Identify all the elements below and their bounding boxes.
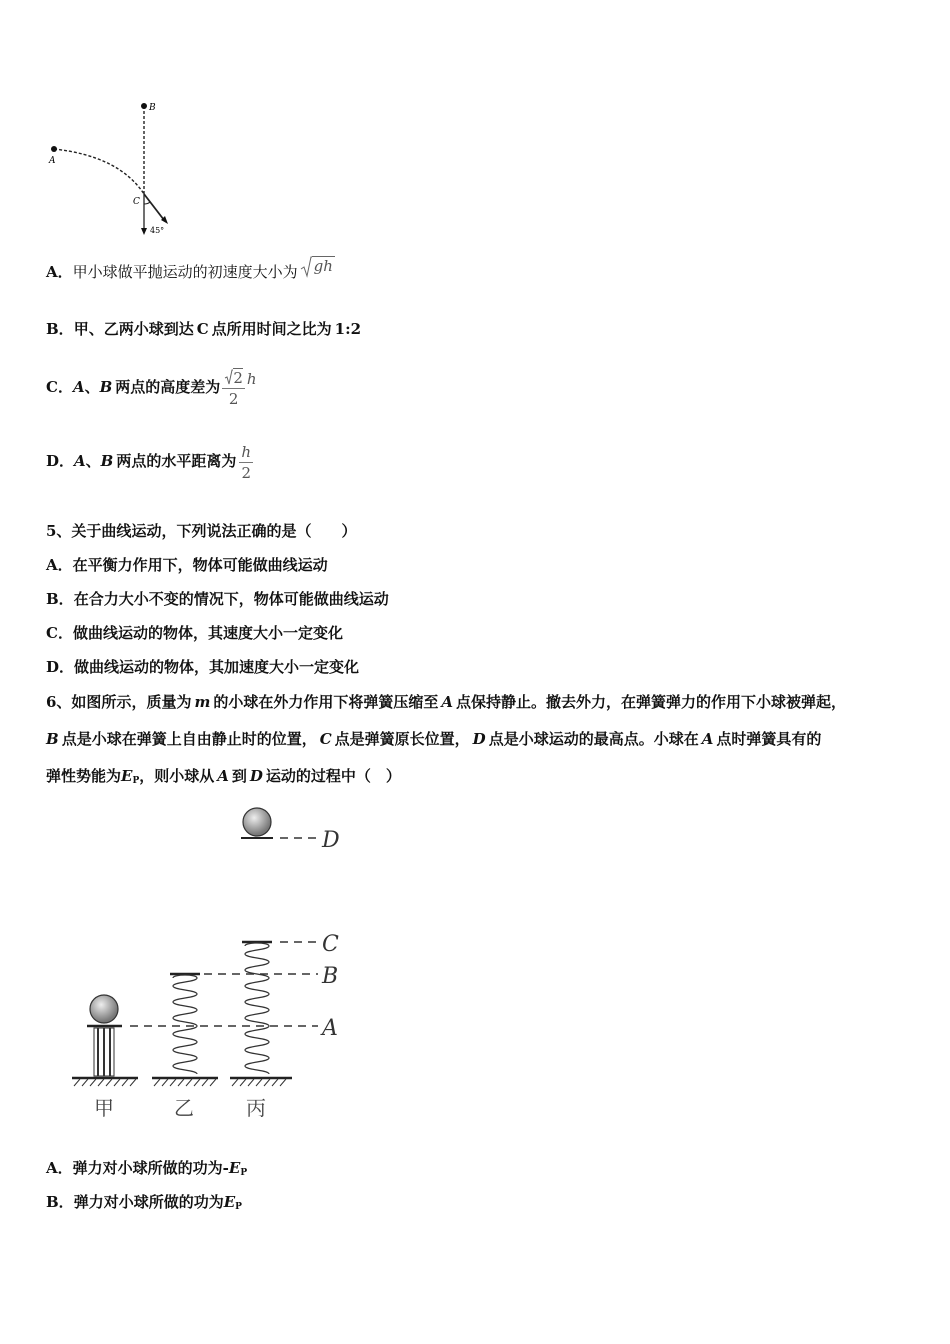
hatch-jia	[74, 1079, 136, 1086]
point-b	[141, 103, 147, 109]
hatch-yi	[154, 1079, 216, 1086]
option-letter: A．	[46, 1159, 73, 1177]
q5-option-a	[46, 555, 328, 575]
label-c: C	[133, 197, 140, 207]
label-b: B	[149, 103, 156, 113]
q6-option-b	[46, 1192, 242, 1217]
hatch-bing	[232, 1079, 286, 1086]
option-letter: A．	[46, 263, 73, 281]
q5-stem: 5、关于曲线运动，下列说法正确的是（ ）	[46, 522, 357, 540]
option-text-2: 点所用时间之比为	[211, 320, 332, 338]
q4-option-b	[46, 319, 361, 339]
option-letter: B．	[46, 1193, 74, 1211]
caption-bing: 丙	[246, 1096, 266, 1120]
point-b: B	[99, 378, 113, 396]
point-b: B	[100, 452, 114, 470]
sqrt-content: gh	[313, 257, 333, 275]
point-a: A	[217, 767, 229, 785]
option-text: 甲小球做平抛运动的初速度大小为	[72, 263, 298, 281]
point-c: C	[196, 320, 209, 338]
point-b: B	[46, 730, 59, 748]
fraction-denominator: 2	[228, 389, 239, 408]
q5-option-d	[46, 657, 359, 677]
ball-jia	[90, 995, 118, 1023]
velocity-arrow-45	[144, 194, 164, 220]
point-a: A	[701, 730, 714, 748]
point-d: D	[249, 767, 263, 785]
stem-text: ，则小球从	[139, 767, 215, 785]
fraction-h-over-2	[239, 442, 253, 483]
point-d: D	[472, 730, 486, 748]
stem-text: 点是弹簧原长位置，	[334, 730, 470, 748]
point-a: A	[72, 378, 85, 396]
angle-label: 45°	[150, 226, 165, 235]
angle-arc	[144, 202, 150, 204]
var-m: m	[194, 693, 211, 711]
spring-bing	[230, 942, 292, 1086]
fraction-numerator	[222, 368, 245, 389]
coil-bing	[245, 943, 269, 1074]
stem-text: 点保持静止。撤去外力，在弹簧弹力的作用下小球被弹起，	[455, 693, 846, 711]
label-a: A	[322, 1016, 338, 1041]
energy-e: E	[228, 1159, 241, 1177]
label-b: B	[322, 964, 339, 989]
option-letter: D．	[46, 452, 75, 470]
stem-text: 的小球在外力作用下将弹簧压缩至	[213, 693, 439, 711]
option-letter: B．	[46, 590, 74, 608]
option-text: 两点的水平距离为	[116, 452, 237, 470]
label-c: C	[322, 932, 339, 957]
q5-option-c	[46, 623, 343, 643]
option-text: 弹力对小球所做的功为	[73, 1193, 224, 1211]
sqrt-sign-icon	[300, 256, 312, 278]
point-c: C	[319, 730, 332, 748]
option-letter: A．	[46, 556, 73, 574]
fraction-denominator: 2	[241, 463, 251, 482]
q6-stem-line2	[46, 729, 821, 749]
sqrt-content: 2	[233, 368, 243, 387]
q6-stem-line1	[46, 692, 846, 712]
stem-text: 点时弹簧具有的	[716, 730, 822, 748]
energy-symbol	[121, 767, 139, 785]
q5-option-b	[46, 589, 389, 609]
stem-text: 运动的过程中（ ）	[265, 767, 401, 785]
energy-symbol	[229, 1159, 247, 1177]
q6-option-a	[46, 1158, 247, 1183]
point-a	[51, 146, 57, 152]
option-text: 弹力对小球所做的功为-	[72, 1159, 229, 1177]
fraction-numerator: h	[241, 442, 252, 461]
energy-e: E	[121, 767, 133, 785]
option-text: 在合力大小不变的情况下，物体可能做曲线运动	[73, 590, 389, 608]
stem-text: 点是小球在弹簧上自由静止时的位置，	[61, 730, 317, 748]
option-text: 两点的高度差为	[115, 378, 221, 396]
energy-e: E	[223, 1193, 236, 1211]
separator: 、	[84, 378, 100, 396]
stem-text: 弹性势能为	[46, 767, 122, 785]
option-text: 做曲线运动的物体，其速度大小一定变化	[72, 624, 343, 642]
q4-option-c	[46, 354, 257, 412]
q4-option-a	[46, 257, 335, 284]
coil-yi	[173, 975, 197, 1074]
stem-text: 点是小球运动的最高点。小球在	[488, 730, 699, 748]
option-text: 在平衡力作用下，物体可能做曲线运动	[72, 556, 328, 574]
caption-yi: 乙	[174, 1096, 194, 1120]
label-a: A	[49, 156, 56, 166]
ratio-value: 1:2	[334, 320, 362, 338]
option-text: 做曲线运动的物体，其加速度大小一定变化	[74, 658, 360, 676]
spring-jia	[72, 995, 138, 1086]
variable-h: h	[246, 370, 257, 388]
stem-text: 6、如图所示，质量为	[46, 693, 192, 711]
option-letter: C．	[46, 378, 73, 396]
label-d: D	[322, 828, 340, 853]
option-text: 甲、乙两小球到达	[73, 320, 194, 338]
energy-subscript: P	[235, 1202, 242, 1212]
q6-stem-line3	[46, 766, 401, 791]
option-letter: C．	[46, 624, 73, 642]
ball-at-d	[243, 808, 271, 836]
caption-jia: 甲	[94, 1096, 114, 1120]
point-a: A	[74, 452, 86, 470]
sqrt-sign-icon	[224, 369, 233, 385]
projectile-figure	[44, 96, 184, 241]
q4-option-d	[46, 436, 253, 486]
vertical-arrowhead	[141, 228, 147, 235]
stem-text: 到	[231, 767, 247, 785]
energy-subscript: P	[240, 1168, 248, 1178]
separator: 、	[85, 452, 101, 470]
fraction-sqrt2-over-2	[222, 368, 245, 409]
energy-symbol	[224, 1193, 242, 1211]
sqrt-expression	[300, 256, 335, 278]
option-letter: D．	[46, 658, 75, 676]
option-letter: B．	[46, 320, 74, 338]
point-a: A	[441, 693, 453, 711]
spring-yi	[152, 974, 218, 1086]
spring-figure	[60, 800, 360, 1130]
energy-subscript: P	[132, 776, 140, 786]
trajectory-curve	[54, 149, 144, 194]
